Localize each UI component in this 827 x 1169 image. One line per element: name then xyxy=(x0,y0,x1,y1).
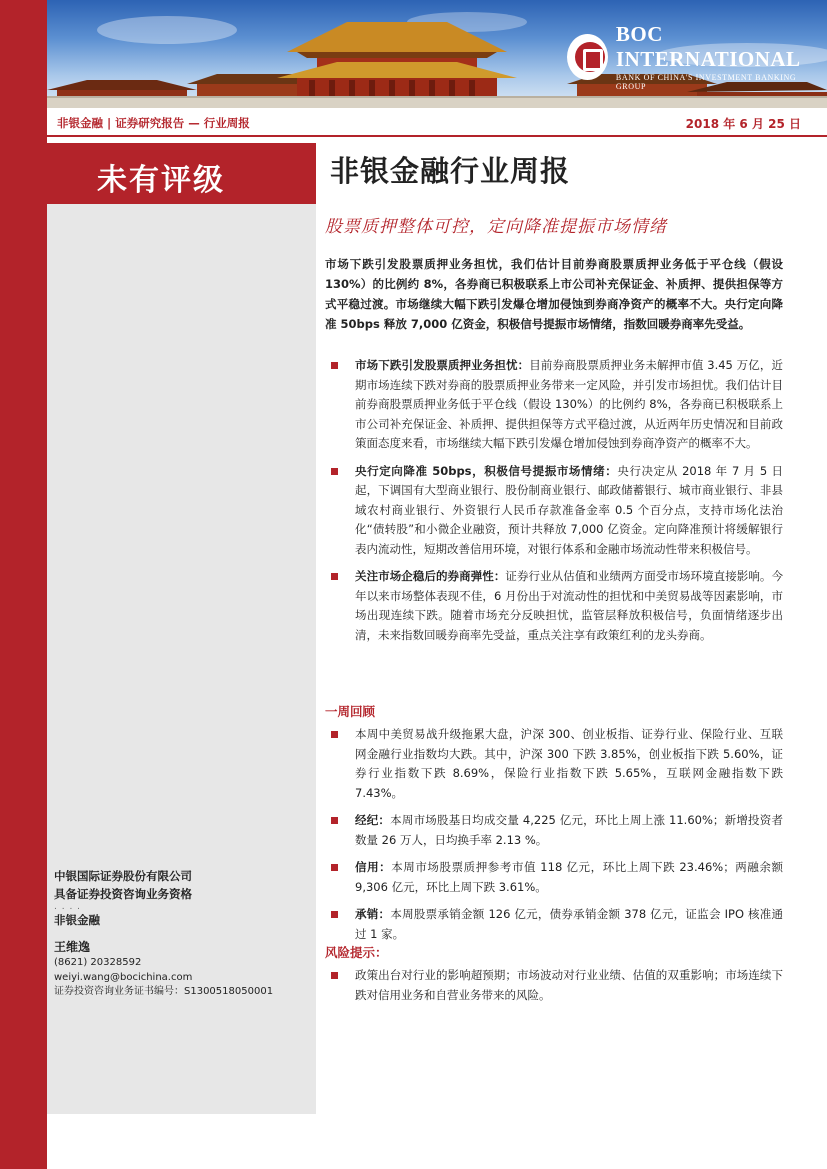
left-accent-bar xyxy=(0,0,47,1169)
logo-tagline: BANK OF CHINA'S INVESTMENT BANKING GROUP xyxy=(615,73,797,91)
bullet-square-icon xyxy=(331,864,338,871)
point-heading: 关注市场企稳后的券商弹性： xyxy=(355,569,506,583)
bullet-square-icon xyxy=(331,731,338,738)
analyst-license: 证券投资咨询业务证书编号：S1300518050001 xyxy=(54,986,274,997)
sidebar xyxy=(47,140,316,1114)
boc-logo xyxy=(567,22,827,91)
key-points xyxy=(325,356,783,653)
analyst-phone: (8621) 20328592 xyxy=(54,957,142,968)
firm-name: 中银国际证券股份有限公司 xyxy=(54,869,192,883)
review-body: 本周股票承销金额 126 亿元，债券承销金额 378 亿元，证监会 IPO 核准通过 1 家。 xyxy=(355,907,783,941)
risk-body: 政策出台对行业的影响超预期；市场波动对行业业绩、估值的双重影响；市场连续下跌对信用业务和自营业务带来的风险。 xyxy=(355,968,783,1002)
point-body: 央行决定从 2018 年 7 月 5 日起，下调国有大型商业银行、股份制商业银行、邮政储蓄银行、城市商业银行、非县域农村商业银行、外资银行人民币存款准备金率 0.5 个百分点，支持市场化法治化“债转股”和小微企业融资，预计共释放 7,000 亿资金。定向降准预计将缓解银行表内流动性，短期改善信用环境，对银行体系和金融市场流动性带来积极信号。 xyxy=(355,463,783,556)
list-item xyxy=(325,567,783,645)
review-heading: 经纪： xyxy=(355,813,391,827)
point-heading: 市场下跌引发股票质押业务担忧： xyxy=(355,358,530,372)
analyst-contact xyxy=(54,956,273,1000)
point-heading: 央行定向降准 50bps，积极信号提振市场情绪： xyxy=(355,463,618,478)
list-item xyxy=(325,356,783,454)
bullet-square-icon xyxy=(331,911,338,918)
analyst-name: 王维逸 xyxy=(54,940,91,954)
page-title: 非银金融行业周报 xyxy=(330,154,571,188)
firm-qualification: 具备证券投资咨询业务资格 xyxy=(54,887,192,901)
analyst-email[interactable]: weiyi.wang@bocichina.com xyxy=(54,971,193,983)
review-heading: 信用： xyxy=(355,860,392,874)
bullet-square-icon xyxy=(331,573,338,580)
summary-paragraph: 市场下跌引发股票质押业务担忧，我们估计目前券商股票质押业务低于平仓线（假设 130%）的比例约 8%，各券商已积极联系上市公司补充保证金、补质押、提供担保等方式平稳过渡。市场继续大幅下跌引发爆仓增加侵蚀到券商净资产的概率不大。央行定向降准 50bps 释放 7,000 亿资金，积极信号提振市场情绪，指数回暖券商率先受益。 xyxy=(325,257,783,331)
list-item xyxy=(325,966,783,1005)
header-banner xyxy=(47,0,827,108)
bullet-square-icon xyxy=(331,468,338,475)
sector-label: 非银金融 xyxy=(54,913,100,927)
report-header xyxy=(47,110,827,137)
point-body: 证券行业从估值和业绩两方面受市场环境直接影响。今年以来市场整体表现不佳，6 月份出于对流动性的担忧和中美贸易战等因素影响，市场出现连续下跌。随着市场充分反映担忧，监管层释放积极信号，负面情绪逐步出清，未来指数回暖券商率先受益，重点关注享有政策红利的龙头券商。 xyxy=(355,569,784,642)
section-title-review: 一周回顾 xyxy=(325,704,376,719)
list-item xyxy=(325,858,783,897)
review-body: 本周中美贸易战升级拖累大盘，沪深 300、创业板指、证券行业、保险行业、互联网金融行业指数均大跌。其中，沪深 300 下跌 3.85%，创业板指下跌 5.60%，证券行业指数下跌 8.69%，保险行业指数下跌 5.65%，互联网金融指数下跌 7.43%。 xyxy=(355,727,783,800)
boc-emblem-icon xyxy=(567,34,608,80)
risk-list xyxy=(325,966,783,1013)
bullet-square-icon xyxy=(331,972,338,979)
bullet-square-icon xyxy=(331,817,338,824)
list-item xyxy=(325,725,783,803)
logo-name: BOC INTERNATIONAL xyxy=(615,22,801,71)
list-item xyxy=(325,905,783,944)
review-body: 本周市场股基日均成交量 4,225 亿元，环比上周上涨 11.60%；新增投资者数量 26 万人，日均换手率 2.13 %。 xyxy=(355,813,783,847)
list-item xyxy=(325,462,783,560)
page-subtitle: 股票质押整体可控，定向降准提振市场情绪 xyxy=(325,217,667,237)
rating-box xyxy=(47,140,316,204)
weekly-review xyxy=(325,725,783,952)
divider-dots: . . . . xyxy=(54,902,82,912)
section-title-risk: 风险提示： xyxy=(325,945,388,960)
bullet-square-icon xyxy=(331,362,338,369)
report-date: 2018 年 6 月 25 日 xyxy=(685,117,801,131)
review-body: 本周市场股票质押参考市值 118 亿元，环比上周下跌 23.46%；两融余额 9,306 亿元，环比上周下跌 3.61%。 xyxy=(355,860,783,894)
breadcrumb: 非银金融 | 证券研究报告 — 行业周报 xyxy=(57,116,250,130)
list-item xyxy=(325,811,783,850)
review-heading: 承销： xyxy=(355,907,391,921)
firm-info xyxy=(54,867,192,903)
point-body: 目前券商股票质押业务未解押市值 3.45 万亿，近期市场连续下跌对券商的股票质押业务带来一定风险，并引发市场担忧。我们估计目前券商股票质押业务低于平仓线（假设 130%）的比例约 8%，各券商已积极联系上市公司补充保证金、补质押、提供担保等方式平稳过渡，从近两年历史情况和目前政策面态度来看，市场继续大幅下跌引发爆仓增加侵蚀到券商净资产的概率不大。 xyxy=(355,358,783,450)
rating-label: 未有评级 xyxy=(97,163,225,198)
